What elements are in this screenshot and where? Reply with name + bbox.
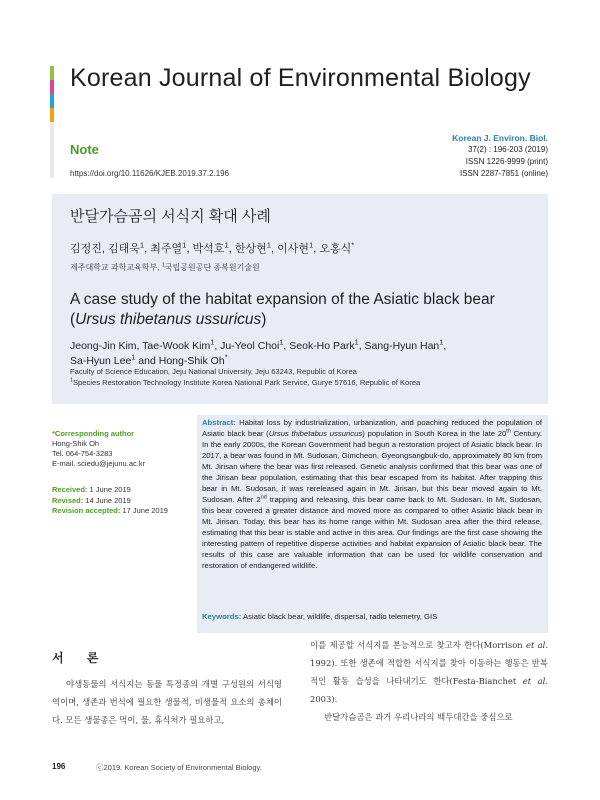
journal-title: Korean Journal of Environmental Biology [70, 64, 531, 92]
color-bar-orange [50, 108, 54, 122]
article-type-label: Note [70, 142, 99, 157]
journal-abbrev: Korean J. Environ. Biol. [452, 133, 548, 143]
author-name: Hong-Shik Oh [52, 439, 100, 448]
korean-authors: 김정진, 김태욱$^1$, 최주열$^1$, 박석호$^1$, 한상현$^1$, 이사현$^1$, 오홍식* [70, 240, 355, 255]
issn-online: ISSN 2287-7851 (online) [459, 169, 548, 178]
author-email: E-mail. sciedu@jejunu.ac.kr [52, 459, 146, 468]
korean-affiliation: 제주대학교 과학교육학부, $^1$국립공원공단 종복원기술원 [70, 262, 260, 272]
keywords: Keywords: Asiatic black bear, wildlife, dispersal, radio telemetry, GIS [202, 612, 438, 621]
author-tel: Tel. 064-754-3283 [52, 449, 113, 458]
color-bar-green [50, 66, 54, 80]
species-name: Ursus thibetanus ussuricus [75, 311, 262, 328]
korean-title: 반달가슴곰의 서식지 확대 사례 [70, 208, 271, 225]
article-dates: Received: 1 June 2019 Revised: 14 June 2019 Revision accepted: 17 June 2019 [52, 485, 168, 515]
body-right-column: 이를 제공할 서식지를 본능적으로 찾고자 한다(Morrison et al. 1992). 또한 생존에 적합한 서식지를 찾아 이동하는 행동은 반복적인 활동 습성을 나타내기도 한다(Festa-Bianchet et al. 2003). 반달가슴곰은 과거 우리나라의 백두대간을 중심으로 [310, 640, 549, 722]
english-affiliation: Faculty of Science Education, Jeju National University, Jeju 63243, Republic of Korea $^1$Species Restoration Technology Institute Korea National Park Service, Gurye 57616, Republic of Korea [70, 367, 421, 387]
body-left-column: 야생동물의 서식지는 동물 특정종의 개별 구성원의 서식영역이며, 생존과 번식에 필요한 생물적, 비생물적 요소의 총체이다. 모든 생물종은 먹이, 물, 휴식처가 필요하고, [52, 679, 282, 725]
corresponding-label: *Corresponding author [52, 429, 135, 438]
section-heading: 서 론 [52, 651, 109, 665]
doi-link[interactable]: https://doi.org/10.11626/KJEB.2019.37.2.196 [70, 169, 230, 178]
corresponding-author [52, 429, 145, 469]
color-bar-blue [50, 94, 54, 108]
abstract-text: Abstract: Habitat loss by industrialization, urbanization, and poaching reduced the population of Asiatic black bear (Ursus thibetabus ussuricus) population in South Korea in the late 20th Century. In the early 2000s, the Korean Government had begun a restoration project of Asiatic black bear. In 2017, a bear was found in Mt. Sudosan, Gimcheon, Gyeongsangbuk-do, approximately 80 km from Mt. Jirisan where the bear was first released. Genetic analysis confirmed that this bear was one of the Jirisan bear population, estimating that this bear escaped from its habitat. After trapping this bear in Mt. Sudosan, it was rereleased again in Mt. Jirisan, but this bear moved again to Mt. Sudosan. After 2nd trapping and releasing, this bear came back to Mt. Sudosan. In Mt. Sudosan, this bear covered a greater distance and moved more as compared to other Asiatic black bear in Mt. Jirisan. Today, this bear has its home range within Mt. Sudosan area after the third release, estimating that this bear is stable and active in this area. Our findings are the first case showing the interesting pattern of repetitive disperse activities and habitat expansion of Asiatic black bear. The results of this case are valuable information that can be used for wildlife conservation and restoration of endangered wildlife. [202, 418, 542, 570]
english-title: A case study of the habitat expansion of the Asiatic black bear (Ursus thibetanus ussuricus) [70, 291, 495, 328]
english-authors: Jeong-Jin Kim, Tae-Wook Kim$^1$, Ju-Yeol Choi$^1$, Seok-Ho Park$^1$, Sang-Hyun Han$^1$, Sa-Hyun Lee$^1$ and Hong-Shik Oh* [70, 337, 447, 367]
page-number: 196 [52, 762, 66, 771]
volume-pages: 37(2) : 196-203 (2019) [467, 145, 548, 154]
citation-block [452, 132, 548, 180]
color-bar-pink [50, 80, 54, 94]
color-bar-grey [50, 122, 54, 178]
copyright: ⓒ2019. Korean Society of Environmental Biology. [96, 763, 262, 772]
issn-print: ISSN 1226-9999 (print) [465, 157, 548, 166]
